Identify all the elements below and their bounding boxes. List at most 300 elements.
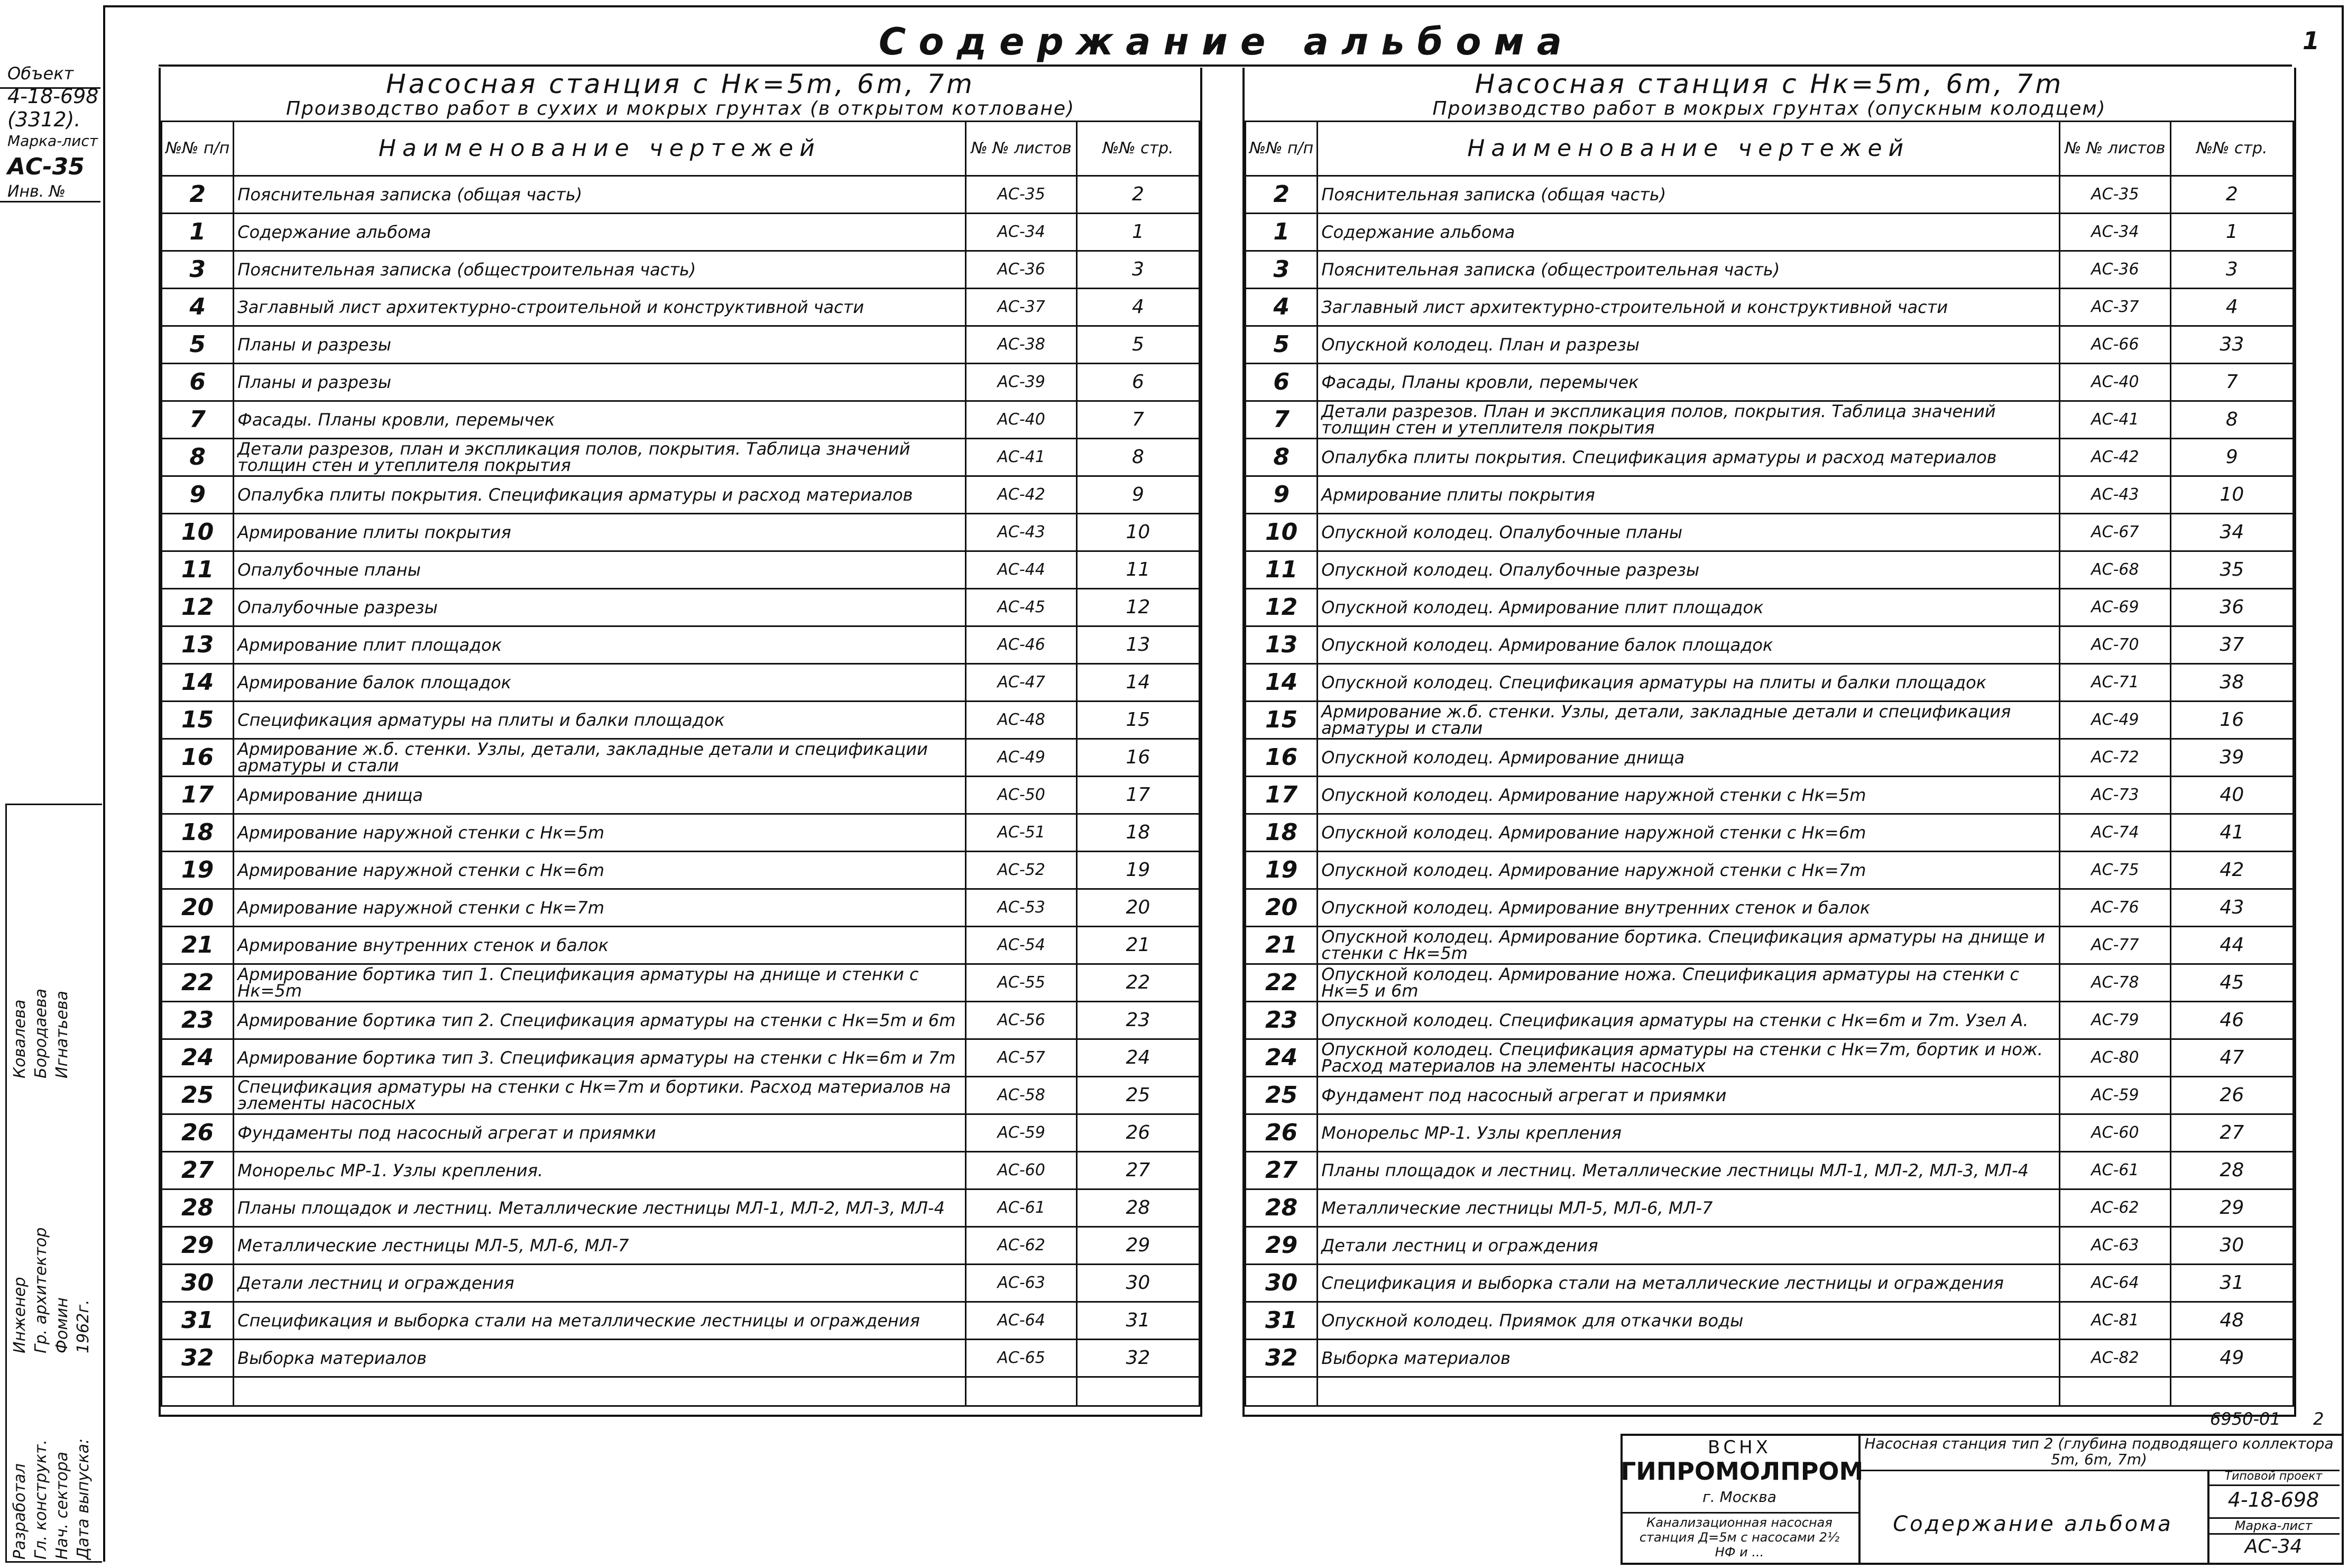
table-row — [1246, 1340, 2294, 1377]
table-spacer-row — [162, 1377, 1200, 1406]
table-row — [162, 1227, 1200, 1265]
col-num-header: №№ п/п — [162, 122, 234, 176]
row-number: 15 — [1246, 702, 1318, 739]
row-page-number: 14 — [1076, 664, 1199, 702]
col-page-header: №№ стр. — [1076, 122, 1199, 176]
empty-cell — [234, 1377, 966, 1406]
stamp-header: Насосная станция тип 2 (глубина подводящего коллектора 5m, 6m, 7m) — [1864, 1435, 2334, 1468]
table-row — [1246, 364, 2294, 401]
table-row — [162, 777, 1200, 814]
row-number: 10 — [1246, 514, 1318, 551]
row-title: Опалубочные разрезы — [234, 589, 966, 626]
row-page-number: 31 — [2170, 1265, 2293, 1302]
row-title: Металлические лестницы МЛ-5, МЛ-6, МЛ-7 — [1318, 1189, 2060, 1227]
row-page-number: 30 — [1076, 1265, 1199, 1302]
row-sheet-code: АС-37 — [966, 289, 1077, 326]
row-number: 8 — [162, 439, 234, 476]
row-number: 14 — [1246, 664, 1318, 702]
empty-cell — [162, 1377, 234, 1406]
row-number: 13 — [162, 626, 234, 664]
table-row — [1246, 439, 2294, 476]
row-page-number: 10 — [1076, 514, 1199, 551]
title-block-divider — [2207, 1470, 2209, 1563]
row-sheet-code: АС-43 — [966, 514, 1077, 551]
row-title: Армирование бортика тип 3. Спецификация арматуры на стенки с Нк=6m и 7m — [234, 1039, 966, 1077]
row-number: 1 — [162, 214, 234, 251]
row-number: 27 — [1246, 1152, 1318, 1189]
row-number: 22 — [1246, 964, 1318, 1002]
row-number: 3 — [162, 251, 234, 289]
row-page-number: 22 — [1076, 964, 1199, 1002]
row-page-number: 6 — [1076, 364, 1199, 401]
table-row — [162, 1302, 1200, 1340]
row-number: 6 — [1246, 364, 1318, 401]
row-title: Опускной колодец. Приямок для откачки воды — [1318, 1302, 2060, 1340]
table-row — [1246, 1265, 2294, 1302]
row-number: 17 — [162, 777, 234, 814]
row-page-number: 33 — [2170, 326, 2293, 364]
row-page-number: 36 — [2170, 589, 2293, 626]
role-4: Дата выпуска: — [74, 1438, 93, 1560]
row-sheet-code: АС-59 — [966, 1114, 1077, 1152]
row-sheet-code: АС-34 — [2060, 214, 2171, 251]
row-page-number: 28 — [1076, 1189, 1199, 1227]
row-page-number: 2 — [2170, 176, 2293, 214]
row-page-number: 4 — [1076, 289, 1199, 326]
title-block-rule — [2207, 1484, 2340, 1486]
row-page-number: 19 — [1076, 852, 1199, 889]
row-number: 32 — [162, 1340, 234, 1377]
row-title: Опускной колодец. Опалубочные планы — [1318, 514, 2060, 551]
row-number: 16 — [1246, 739, 1318, 777]
row-title: Опускной колодец. Армирование бортика. Спецификация арматуры на днище и стенки с Нк=5m — [1318, 927, 2060, 964]
row-sheet-code: АС-77 — [2060, 927, 2171, 964]
row-title: Фундамент под насосный агрегат и приямки — [1318, 1077, 2060, 1114]
row-title: Армирование плиты покрытия — [1318, 476, 2060, 514]
row-title: Спецификация и выборка стали на металлические лестницы и ограждения — [1318, 1265, 2060, 1302]
title-block-divider — [1858, 1434, 1861, 1563]
row-page-number: 10 — [2170, 476, 2293, 514]
row-title: Опускной колодец. Армирование наружной стенки с Нк=7m — [1318, 852, 2060, 889]
row-number: 12 — [1246, 589, 1318, 626]
row-sheet-code: АС-35 — [2060, 176, 2171, 214]
row-number: 25 — [162, 1077, 234, 1114]
row-number: 23 — [1246, 1002, 1318, 1039]
table-row — [162, 1114, 1200, 1152]
row-title: Опускной колодец. Армирование ножа. Спецификация арматуры на стенки с Нк=5 и 6m — [1318, 964, 2060, 1002]
row-title: Детали разрезов, план и экспликация полов, покрытия. Таблица значений толщин стен и утеплителя покрытия — [234, 439, 966, 476]
col-name-header: Наименование чертежей — [1318, 122, 2060, 176]
row-number: 20 — [162, 889, 234, 927]
row-sheet-code: АС-39 — [966, 364, 1077, 401]
row-sheet-code: АС-76 — [2060, 889, 2171, 927]
row-title: Фундаменты под насосный агрегат и приямки — [234, 1114, 966, 1152]
row-page-number: 45 — [2170, 964, 2293, 1002]
row-sheet-code: АС-47 — [966, 664, 1077, 702]
table-row — [1246, 1227, 2294, 1265]
person-1: Ковалева — [11, 999, 29, 1078]
row-number: 13 — [1246, 626, 1318, 664]
object-value: 4-18-698 — [7, 85, 99, 108]
role-1: Разработал — [11, 1463, 29, 1560]
table-row — [1246, 964, 2294, 1002]
table-row — [162, 814, 1200, 852]
sheet-number: 1 — [2303, 26, 2320, 55]
row-number: 11 — [162, 551, 234, 589]
mark-value: АС-35 — [7, 153, 85, 180]
right-contents-table — [1242, 68, 2296, 1417]
row-sheet-code: АС-61 — [966, 1189, 1077, 1227]
row-sheet-code: АС-38 — [966, 326, 1077, 364]
table-row — [162, 589, 1200, 626]
row-number: 18 — [1246, 814, 1318, 852]
row-sheet-code: АС-37 — [2060, 289, 2171, 326]
row-number: 30 — [162, 1265, 234, 1302]
row-title: Пояснительная записка (общая часть) — [234, 176, 966, 214]
ref-page: 2 — [2313, 1409, 2324, 1429]
row-title: Опалубочные планы — [234, 551, 966, 589]
row-title: Детали разрезов. План и экспликация полов, покрытия. Таблица значений толщин стен и утеплителя покрытия — [1318, 401, 2060, 439]
row-sheet-code: АС-63 — [2060, 1227, 2171, 1265]
row-page-number: 7 — [1076, 401, 1199, 439]
row-title: Монорельс МР-1. Узлы крепления. — [234, 1152, 966, 1189]
row-number: 20 — [1246, 889, 1318, 927]
row-title: Опускной колодец. Спецификация арматуры на стенки с Нк=6m и 7m. Узел А. — [1318, 1002, 2060, 1039]
row-title: Опускной колодец. Армирование плит площадок — [1318, 589, 2060, 626]
row-number: 7 — [1246, 401, 1318, 439]
row-title: Спецификация и выборка стали на металлические лестницы и ограждения — [234, 1302, 966, 1340]
row-number: 24 — [162, 1039, 234, 1077]
row-page-number: 20 — [1076, 889, 1199, 927]
row-title: Заглавный лист архитектурно-строительной и конструктивной части — [234, 289, 966, 326]
person-3: Игнатьева — [53, 991, 71, 1078]
table-row — [1246, 1189, 2294, 1227]
row-sheet-code: АС-61 — [2060, 1152, 2171, 1189]
right-table-head-row — [1246, 122, 2294, 176]
row-title: Армирование наружной стенки с Нк=6m — [234, 852, 966, 889]
row-page-number: 23 — [1076, 1002, 1199, 1039]
row-number: 18 — [162, 814, 234, 852]
mark-sheet-value: АС-34 — [2244, 1536, 2303, 1557]
row-title: Пояснительная записка (общестроительная часть) — [1318, 251, 2060, 289]
table-row — [1246, 514, 2294, 551]
row-page-number: 48 — [2170, 1302, 2293, 1340]
row-title: Фасады, Планы кровли, перемычек — [1318, 364, 2060, 401]
row-page-number: 4 — [2170, 289, 2293, 326]
table-row — [1246, 251, 2294, 289]
row-page-number: 29 — [2170, 1189, 2293, 1227]
row-number: 30 — [1246, 1265, 1318, 1302]
row-title: Опускной колодец. Армирование наружной стенки с Нк=5m — [1318, 777, 2060, 814]
table-row — [1246, 1002, 2294, 1039]
row-number: 5 — [1246, 326, 1318, 364]
row-sheet-code: АС-73 — [2060, 777, 2171, 814]
table-row — [1246, 702, 2294, 739]
row-title: Монорельс МР-1. Узлы крепления — [1318, 1114, 2060, 1152]
row-title: Армирование наружной стенки с Нк=7m — [234, 889, 966, 927]
org-city: г. Москва — [1702, 1488, 1776, 1506]
row-title: Армирование ж.б. стенки. Узлы, детали, закладные детали и спецификация арматуры и стали — [1318, 702, 2060, 739]
row-number: 31 — [1246, 1302, 1318, 1340]
row-sheet-code: АС-80 — [2060, 1039, 2171, 1077]
table-row — [162, 889, 1200, 927]
row-number: 15 — [162, 702, 234, 739]
table-row — [162, 251, 1200, 289]
row-page-number: 16 — [1076, 739, 1199, 777]
object-label: Объект — [7, 63, 74, 84]
left-contents-table — [159, 68, 1202, 1417]
col-name-header: Наименование чертежей — [234, 122, 966, 176]
table-row — [1246, 1152, 2294, 1189]
table-row — [162, 1340, 1200, 1377]
row-number: 32 — [1246, 1340, 1318, 1377]
row-title: Пояснительная записка (общестроительная часть) — [234, 251, 966, 289]
row-sheet-code: АС-54 — [966, 927, 1077, 964]
name-1: Инженер — [11, 1277, 29, 1353]
row-title: Выборка материалов — [1318, 1340, 2060, 1377]
table-row — [162, 439, 1200, 476]
table-row — [1246, 664, 2294, 702]
row-page-number: 32 — [1076, 1340, 1199, 1377]
row-number: 29 — [162, 1227, 234, 1265]
margin-rule — [0, 87, 100, 89]
row-page-number: 49 — [2170, 1340, 2293, 1377]
row-number: 19 — [162, 852, 234, 889]
project-label: Типовой проект — [2224, 1470, 2323, 1483]
right-table-subtitle: Производство работ в мокрых грунтах (опускным колодцем) — [1432, 98, 2106, 119]
row-number: 21 — [1246, 927, 1318, 964]
row-sheet-code: АС-34 — [966, 214, 1077, 251]
row-number: 6 — [162, 364, 234, 401]
row-sheet-code: АС-71 — [2060, 664, 2171, 702]
table-row — [162, 626, 1200, 664]
row-title: Опалубка плиты покрытия. Спецификация арматуры и расход материалов — [1318, 439, 2060, 476]
table-row — [162, 551, 1200, 589]
row-number: 25 — [1246, 1077, 1318, 1114]
row-page-number: 15 — [1076, 702, 1199, 739]
row-number: 16 — [162, 739, 234, 777]
empty-cell — [2060, 1377, 2171, 1406]
row-title: Спецификация арматуры на плиты и балки площадок — [234, 702, 966, 739]
table-row — [162, 702, 1200, 739]
table-row — [1246, 852, 2294, 889]
row-title: Содержание альбома — [234, 214, 966, 251]
row-sheet-code: АС-49 — [966, 739, 1077, 777]
row-number: 4 — [162, 289, 234, 326]
table-row — [1246, 814, 2294, 852]
row-sheet-code: АС-55 — [966, 964, 1077, 1002]
row-sheet-code: АС-62 — [966, 1227, 1077, 1265]
row-number: 11 — [1246, 551, 1318, 589]
role-2: Гл. конструкт. — [32, 1440, 50, 1560]
left-table-header — [161, 68, 1200, 121]
org-name-2: ГИПРОМОЛПРОМ — [1620, 1457, 1864, 1486]
table-row — [162, 852, 1200, 889]
row-title: Опускной колодец. Армирование наружной стенки с Нк=6m — [1318, 814, 2060, 852]
row-title: Спецификация арматуры на стенки с Нк=7m и бортики. Расход материалов на элементы насосных — [234, 1077, 966, 1114]
row-sheet-code: АС-65 — [966, 1340, 1077, 1377]
row-sheet-code: АС-36 — [2060, 251, 2171, 289]
table-row — [1246, 927, 2294, 964]
row-sheet-code: АС-75 — [2060, 852, 2171, 889]
row-sheet-code: АС-41 — [966, 439, 1077, 476]
row-sheet-code: АС-40 — [966, 401, 1077, 439]
row-sheet-code: АС-72 — [2060, 739, 2171, 777]
row-sheet-code: АС-53 — [966, 889, 1077, 927]
row-sheet-code: АС-68 — [2060, 551, 2171, 589]
row-page-number: 34 — [2170, 514, 2293, 551]
table-row — [162, 1077, 1200, 1114]
stamp-sheet-title: Содержание альбома — [1893, 1512, 2173, 1536]
stamp-description: Канализационная насосная станция Д=5м с насосами 2½ НФ и ... — [1639, 1515, 1840, 1560]
table-row — [162, 1002, 1200, 1039]
row-sheet-code: АС-60 — [2060, 1114, 2171, 1152]
row-number: 23 — [162, 1002, 234, 1039]
row-page-number: 38 — [2170, 664, 2293, 702]
row-number: 9 — [162, 476, 234, 514]
org-name-1: ВСНХ — [1708, 1437, 1771, 1458]
row-sheet-code: АС-42 — [2060, 439, 2171, 476]
row-number: 4 — [1246, 289, 1318, 326]
table-row — [1246, 289, 2294, 326]
row-page-number: 27 — [1076, 1152, 1199, 1189]
row-page-number: 17 — [1076, 777, 1199, 814]
table-row — [1246, 1039, 2294, 1077]
table-row — [162, 476, 1200, 514]
row-title: Металлические лестницы МЛ-5, МЛ-6, МЛ-7 — [234, 1227, 966, 1265]
table-row — [1246, 1302, 2294, 1340]
row-sheet-code: АС-57 — [966, 1039, 1077, 1077]
row-title: Армирование плиты покрытия — [234, 514, 966, 551]
empty-cell — [966, 1377, 1077, 1406]
left-table-grid — [161, 121, 1200, 1407]
right-table-header — [1245, 68, 2294, 121]
row-number: 3 — [1246, 251, 1318, 289]
row-number: 9 — [1246, 476, 1318, 514]
object-value-2: (3312). — [7, 108, 81, 131]
row-title: Опускной колодец. Спецификация арматуры на плиты и балки площадок — [1318, 664, 2060, 702]
row-sheet-code: АС-36 — [966, 251, 1077, 289]
row-page-number: 12 — [1076, 589, 1199, 626]
table-row — [162, 326, 1200, 364]
row-title: Содержание альбома — [1318, 214, 2060, 251]
row-number: 19 — [1246, 852, 1318, 889]
row-sheet-code: АС-51 — [966, 814, 1077, 852]
left-table-title: Насосная станция с Нк=5m, 6m, 7m — [386, 69, 975, 99]
table-row — [162, 514, 1200, 551]
row-page-number: 26 — [1076, 1114, 1199, 1152]
row-sheet-code: АС-45 — [966, 589, 1077, 626]
empty-cell — [1246, 1377, 1318, 1406]
row-sheet-code: АС-52 — [966, 852, 1077, 889]
title-rule — [159, 64, 2292, 67]
right-table-title: Насосная станция с Нк=5m, 6m, 7m — [1475, 69, 2064, 99]
ref-code: 6950-01 — [2210, 1409, 2281, 1429]
row-sheet-code: АС-48 — [966, 702, 1077, 739]
row-page-number: 44 — [2170, 927, 2293, 964]
table-row — [1246, 551, 2294, 589]
row-page-number: 42 — [2170, 852, 2293, 889]
row-sheet-code: АС-49 — [2060, 702, 2171, 739]
margin-rule — [0, 201, 100, 202]
row-sheet-code: АС-50 — [966, 777, 1077, 814]
table-row — [162, 664, 1200, 702]
row-number: 7 — [162, 401, 234, 439]
mark-label: Марка-лист — [7, 132, 98, 150]
row-sheet-code: АС-64 — [2060, 1265, 2171, 1302]
name-2: Гр. архитектор — [32, 1227, 50, 1353]
row-page-number: 27 — [2170, 1114, 2293, 1152]
row-title: Детали лестниц и ограждения — [1318, 1227, 2060, 1265]
table-row — [162, 927, 1200, 964]
row-title: Опускной колодец. Армирование днища — [1318, 739, 2060, 777]
row-title: Детали лестниц и ограждения — [234, 1265, 966, 1302]
row-title: Заглавный лист архитектурно-строительной и конструктивной части — [1318, 289, 2060, 326]
project-value: 4-18-698 — [2227, 1488, 2319, 1511]
row-number: 2 — [162, 176, 234, 214]
table-row — [1246, 739, 2294, 777]
row-sheet-code: АС-43 — [2060, 476, 2171, 514]
row-number: 8 — [1246, 439, 1318, 476]
empty-cell — [2170, 1377, 2293, 1406]
row-page-number: 9 — [1076, 476, 1199, 514]
col-code-header: № № листов — [966, 122, 1077, 176]
table-row — [162, 1189, 1200, 1227]
row-sheet-code: АС-62 — [2060, 1189, 2171, 1227]
row-number: 10 — [162, 514, 234, 551]
table-row — [162, 1265, 1200, 1302]
table-row — [162, 401, 1200, 439]
row-title: Армирование внутренних стенок и балок — [234, 927, 966, 964]
row-number: 2 — [1246, 176, 1318, 214]
row-page-number: 1 — [2170, 214, 2293, 251]
row-title: Армирование балок площадок — [234, 664, 966, 702]
page-title: Содержание альбома — [879, 20, 1574, 63]
row-page-number: 21 — [1076, 927, 1199, 964]
person-2: Бородаева — [32, 989, 50, 1078]
row-page-number: 35 — [2170, 551, 2293, 589]
row-title: Армирование наружной стенки с Нк=5m — [234, 814, 966, 852]
table-row — [1246, 214, 2294, 251]
row-sheet-code: АС-74 — [2060, 814, 2171, 852]
table-row — [1246, 889, 2294, 927]
row-sheet-code: АС-66 — [2060, 326, 2171, 364]
row-sheet-code: АС-46 — [966, 626, 1077, 664]
table-row — [162, 1039, 1200, 1077]
table-row — [1246, 1114, 2294, 1152]
row-page-number: 37 — [2170, 626, 2293, 664]
row-sheet-code: АС-82 — [2060, 1340, 2171, 1377]
row-page-number: 46 — [2170, 1002, 2293, 1039]
row-sheet-code: АС-42 — [966, 476, 1077, 514]
row-title: Армирование бортика тип 1. Спецификация арматуры на днище и стенки с Нк=5m — [234, 964, 966, 1002]
table-row — [162, 289, 1200, 326]
table-row — [162, 214, 1200, 251]
row-page-number: 40 — [2170, 777, 2293, 814]
row-page-number: 3 — [1076, 251, 1199, 289]
row-page-number: 16 — [2170, 702, 2293, 739]
role-3: Нач. сектора — [53, 1451, 71, 1560]
table-row — [1246, 1077, 2294, 1114]
table-row — [1246, 401, 2294, 439]
table-spacer-row — [1246, 1377, 2294, 1406]
row-title: Выборка материалов — [234, 1340, 966, 1377]
row-sheet-code: АС-60 — [966, 1152, 1077, 1189]
row-number: 17 — [1246, 777, 1318, 814]
row-number: 26 — [162, 1114, 234, 1152]
row-page-number: 5 — [1076, 326, 1199, 364]
row-sheet-code: АС-78 — [2060, 964, 2171, 1002]
